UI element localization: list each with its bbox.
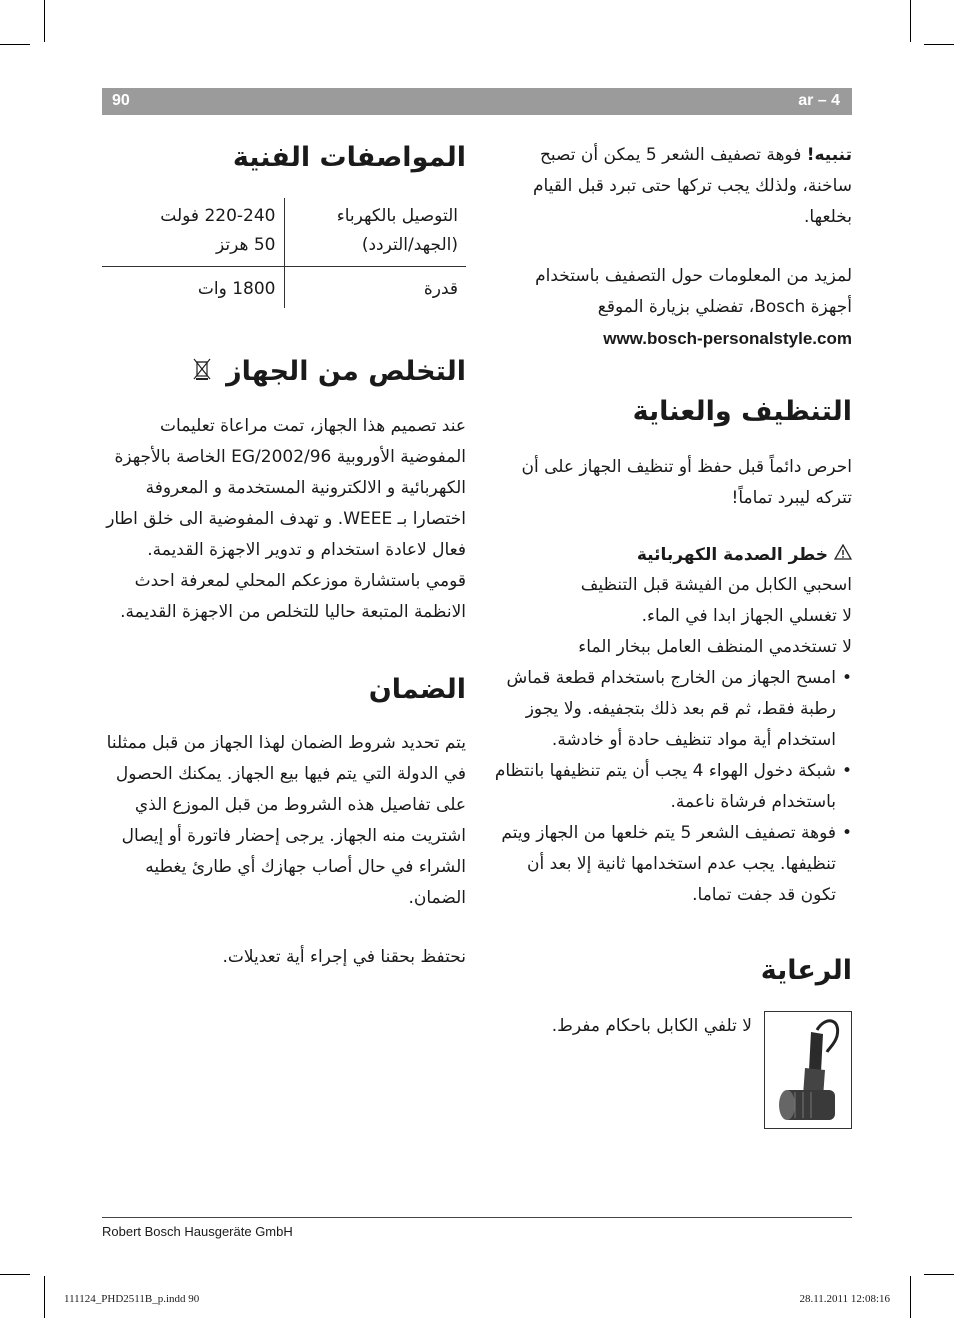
specs-table bbox=[102, 198, 466, 308]
list-item: • فوهة تصفيف الشعر 5 يتم خلعها من الجهاز ويتم تنظيفها. يجب عدم استخدامها ثانية إلا بعد أن تكون قد جفت تماما. bbox=[494, 818, 852, 911]
list-item: • شبكة دخول الهواء 4 يجب أن يتم تنظيفها بانتظام باستخدام فرشاة ناعمة. bbox=[494, 756, 852, 818]
crop-mark bbox=[924, 1274, 954, 1275]
disposal-title bbox=[102, 354, 466, 391]
crossed-bin-icon bbox=[193, 355, 211, 391]
care-title: الرعاية bbox=[760, 955, 852, 986]
page-header-bar bbox=[102, 88, 852, 115]
care-section bbox=[494, 1011, 852, 1131]
table-row bbox=[102, 267, 466, 309]
cleaning-title: التنظيف والعناية bbox=[632, 396, 852, 427]
hot-nozzle-note bbox=[494, 140, 852, 233]
care-text: لا تلفي الكابل باحكام مفرط. bbox=[551, 1016, 752, 1036]
warning-triangle-icon bbox=[834, 540, 852, 570]
crop-mark bbox=[44, 1276, 45, 1318]
disposal-title-text: التخلص من الجهاز bbox=[226, 356, 466, 387]
disposal-text: عند تصميم هذا الجهاز، تمت مراعاة تعليمات المفوضية الأوروبية 2002/96/EG الخاصة بالأجهزة الكهربائية و الالكترونية المستخدمة و المعروفة اختصارا بـ WEEE. و تهدف المفوضية الى خلق اطار فعال لاعادة استخدام و تدوير الاجهزة القديمة. bbox=[106, 415, 466, 560]
electric-shock-warning-title bbox=[494, 540, 852, 570]
spec-value bbox=[102, 198, 284, 267]
spec-label: قدرة bbox=[284, 267, 466, 309]
hair-dryer-image bbox=[764, 1011, 852, 1129]
spec-value: 1800 وات bbox=[197, 279, 276, 299]
note-text: فوهة تصفيف الشعر 5 يمكن أن تصبح ساخنة، ولذلك يجب تركها حتى تبرد قبل القيام بخلعها. bbox=[532, 145, 852, 227]
crop-mark bbox=[0, 44, 30, 45]
footer-company: Robert Bosch Hausgeräte GmbH bbox=[102, 1224, 293, 1239]
page-number: 90 bbox=[112, 92, 130, 109]
left-column bbox=[102, 140, 466, 973]
warranty-text: يتم تحديد شروط الضمان لهذا الجهاز من قبل ممثلنا في الدولة التي يتم فيها بيع الجهاز. يمكنك الحصول على تفاصيل هذه الشروط من قبل الموزع الذي اشتريت منه الجهاز. يرجى إحضار فاتورة أو إيصال الشراء في حال أصاب جهازك أي طارئ يغطيه الضمان. bbox=[106, 732, 466, 908]
table-row bbox=[102, 198, 466, 267]
warranty-note: نحتفظ بحقنا في إجراء أية تعديلات. bbox=[222, 946, 466, 967]
section-label: ar – 4 bbox=[798, 92, 840, 109]
disposal-text-2: قومي باستشارة موزعكم المحلي لمعرفة احدث الانظمة المتبعة حاليا للتخلص من الاجهزة القديمة. bbox=[120, 570, 466, 622]
warning-title-text: خطر الصدمة الكهربائية bbox=[636, 545, 828, 565]
crop-mark bbox=[44, 0, 45, 42]
right-column bbox=[494, 140, 852, 1131]
slug-file: 111124_PHD2511B_p.indd 90 bbox=[64, 1293, 200, 1305]
note-label: تنبيه! bbox=[806, 145, 852, 165]
cleaning-intro: احرص دائماً قبل حفظ أو تنظيف الجهاز على أن تتركه ليبرد تماماً! bbox=[521, 457, 852, 508]
crop-mark bbox=[910, 0, 911, 42]
warning-line: لا تستخدمي المنظف العامل ببخار الماء bbox=[578, 637, 852, 657]
info-paragraph: لمزيد من المعلومات حول التصفيف باستخدام أجهزة Bosch، تفضلي بزيارة الموقع bbox=[535, 266, 852, 317]
website-link[interactable]: www.bosch-personalstyle.com bbox=[603, 329, 852, 348]
specs-title: المواصفات الفنية bbox=[232, 142, 466, 173]
slug-date: 28.11.2011 12:08:16 bbox=[799, 1293, 890, 1305]
footer-divider bbox=[102, 1217, 852, 1218]
warning-line: اسحبي الكابل من الفيشة قبل التنظيف bbox=[580, 575, 852, 595]
spec-label: التوصيل بالكهرباء (الجهد/التردد) bbox=[284, 198, 466, 267]
cleaning-bullet-list bbox=[494, 663, 852, 911]
spec-value-line: 50 هرتز bbox=[215, 235, 276, 255]
spec-value-line: 220-240 فولت bbox=[160, 206, 276, 226]
crop-mark bbox=[924, 44, 954, 45]
crop-mark bbox=[910, 1276, 911, 1318]
crop-mark bbox=[0, 1274, 30, 1275]
warning-line: لا تغسلي الجهاز ابدا في الماء. bbox=[641, 606, 852, 626]
list-item: • امسح الجهاز من الخارج باستخدام قطعة قماش رطبة فقط، ثم قم بعد ذلك بتجفيفه. ولا يجوز استخدام أية مواد تنظيف حادة أو خادشة. bbox=[494, 663, 852, 756]
warranty-title: الضمان bbox=[368, 673, 466, 705]
